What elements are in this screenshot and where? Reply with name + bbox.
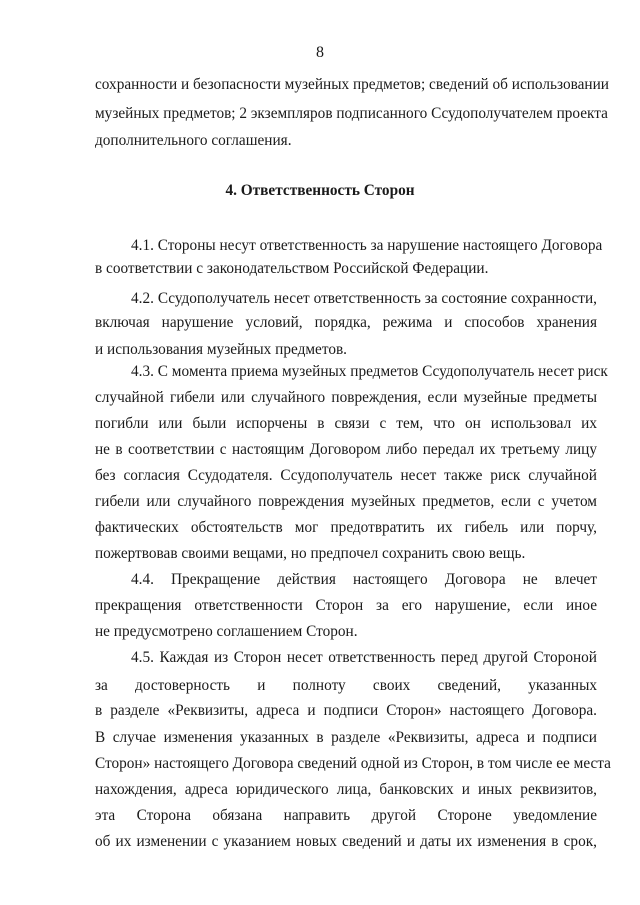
text-line: погибли или были испорчены в связи с тем, что он использовал их: [95, 415, 597, 432]
text-line: нахождения, адреса юридического лица, банковских и иных реквизитов,: [95, 781, 597, 798]
text-line: в разделе «Реквизиты, адреса и подписи Сторон» настоящего Договора.: [95, 702, 597, 719]
text-line: гибели или случайного повреждения музейных предметов, если с учетом: [95, 493, 597, 510]
text-line: эта Сторона обязана направить другой Стороне уведомление: [95, 807, 597, 824]
text-line: дополнительного соглашения.: [95, 132, 292, 149]
text-line: включая нарушение условий, порядка, режима и способов хранения: [95, 314, 597, 331]
text-line: не в соответствии с настоящим Договором либо передал их третьему лицу: [95, 441, 597, 458]
text-line: прекращения ответственности Сторон за его нарушение, если иное: [95, 597, 597, 614]
text-line: без согласия Ссудодателя. Ссудополучатель несет также риск случайной: [95, 467, 597, 484]
text-line: фактических обстоятельств мог предотвратить их гибель или порчу,: [95, 519, 597, 536]
text-line: пожертвовав своими вещами, но предпочел сохранить свою вещь.: [95, 545, 526, 562]
section-heading: 4. Ответственность Сторон: [225, 182, 415, 199]
text-line: сохранности и безопасности музейных предметов; сведений об использовании: [95, 76, 609, 93]
page-number: 8: [316, 44, 324, 61]
text-line: не предусмотрено соглашением Сторон.: [95, 623, 358, 640]
text-line: за достоверность и полноту своих сведений, указанных: [95, 677, 597, 694]
text-line: случайной гибели или случайного повреждения, если музейные предметы: [95, 389, 597, 406]
text-line: 4.2. Ссудополучатель несет ответственность за состояние сохранности,: [131, 290, 597, 307]
text-line: в соответствии с законодательством Российской Федерации.: [95, 260, 489, 277]
text-line: 4.5. Каждая из Сторон несет ответственность перед другой Стороной: [131, 649, 597, 666]
text-line: 4.3. С момента приема музейных предметов Ссудополучатель несет риск: [131, 363, 608, 380]
text-line: и использования музейных предметов.: [95, 341, 348, 358]
text-line: Сторон» настоящего Договора сведений одной из Сторон, в том числе ее места: [95, 755, 611, 772]
text-line: В случае изменения указанных в разделе «Реквизиты, адреса и подписи: [95, 729, 597, 746]
text-line: 4.4. Прекращение действия настоящего Договора не влечет: [131, 571, 597, 588]
text-line: 4.1. Стороны несут ответственность за нарушение настоящего Договора: [131, 237, 603, 254]
text-line: об их изменении с указанием новых сведений и даты их изменения в срок,: [95, 833, 597, 850]
text-line: музейных предметов; 2 экземпляров подписанного Ссудополучателем проекта: [95, 105, 608, 122]
